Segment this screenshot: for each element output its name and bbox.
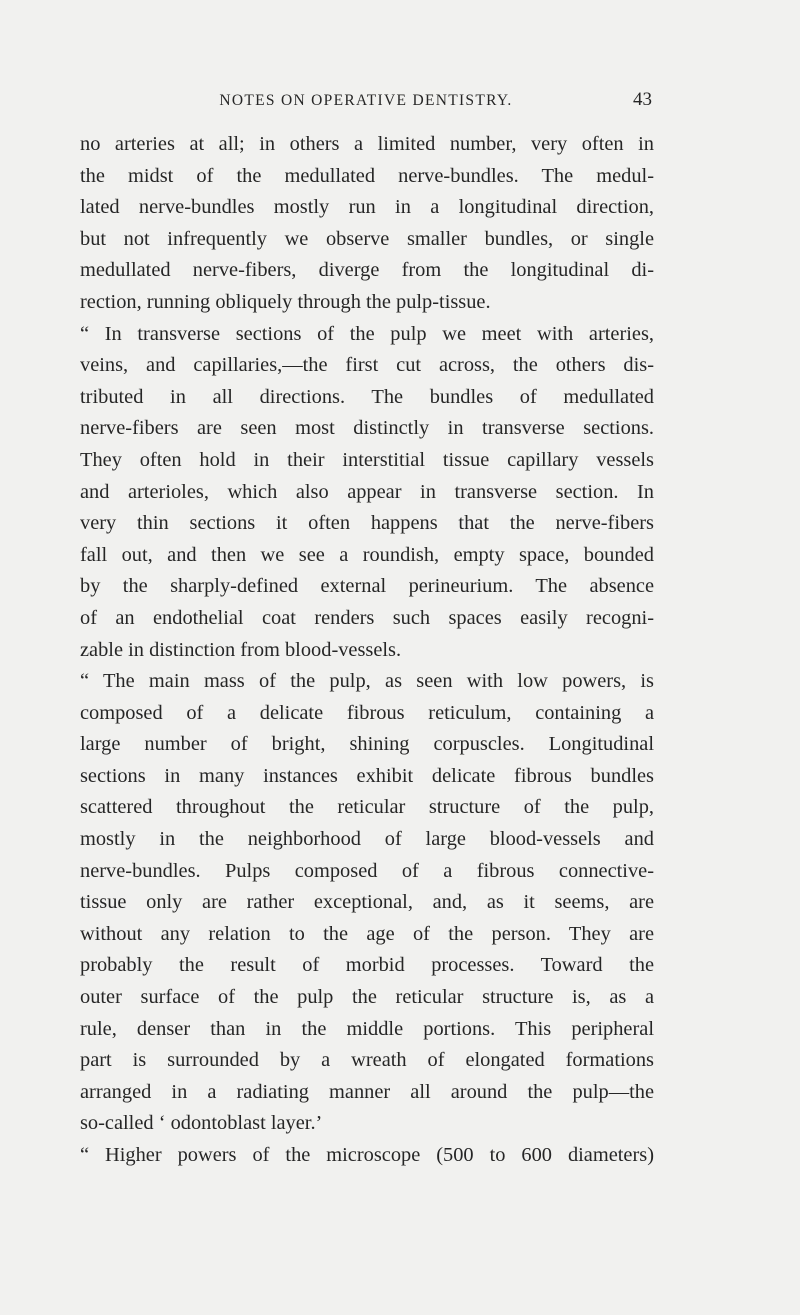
text-line: but not infrequently we observe smaller bundles, or single <box>80 227 654 250</box>
text-line: “ The main mass of the pulp, as seen with low powers, is <box>80 670 654 693</box>
text-line: veins, and capillaries,—the first cut across, the others dis- <box>80 354 654 377</box>
text-line: tributed in all directions. The bundles of medullated <box>80 385 654 408</box>
text-line: the midst of the medullated nerve-bundles. The medul- <box>80 164 654 187</box>
text-line: nerve-bundles. Pulps composed of a fibrous connective- <box>80 859 654 882</box>
text-line: tissue only are rather exceptional, and, as it seems, are <box>80 891 654 914</box>
text-line: outer surface of the pulp the reticular structure is, as a <box>80 986 654 1009</box>
text-line: “ In transverse sections of the pulp we meet with arteries, <box>80 322 654 345</box>
text-line: zable in distinction from blood-vessels. <box>80 638 402 661</box>
text-line: so-called ‘ odontoblast layer.’ <box>80 1112 323 1135</box>
text-line: no arteries at all; in others a limited number, very often in <box>80 133 654 155</box>
text-line: They often hold in their interstitial tissue capillary vessels <box>80 448 654 471</box>
text-line: by the sharply-defined external perineurium. The absence <box>80 575 654 598</box>
body-text <box>80 129 654 1172</box>
text-line: part is surrounded by a wreath of elongated formations <box>80 1049 654 1072</box>
running-head-title: NOTES ON OPERATIVE DENTISTRY. <box>219 92 513 109</box>
text-line: composed of a delicate fibrous reticulum, containing a <box>80 701 654 724</box>
text-line: rection, running obliquely through the pulp-tissue. <box>80 290 491 313</box>
text-line: “ Higher powers of the microscope (500 to 600 diameters) <box>80 1144 654 1166</box>
text-line: probably the result of morbid processes. Toward the <box>80 954 654 977</box>
text-line: fall out, and then we see a roundish, empty space, bounded <box>80 543 654 566</box>
page-number: 43 <box>633 89 652 110</box>
text-line: arranged in a radiating manner all around the pulp—the <box>80 1080 654 1103</box>
running-head <box>80 88 652 118</box>
text-line: mostly in the neighborhood of large blood-vessels and <box>80 828 654 851</box>
text-line: very thin sections it often happens that the nerve-fibers <box>80 512 654 535</box>
text-line: rule, denser than in the middle portions. This peripheral <box>80 1017 654 1040</box>
text-line: and arterioles, which also appear in transverse section. In <box>80 480 654 503</box>
text-line: of an endothelial coat renders such spaces easily recogni- <box>80 606 654 629</box>
text-line: medullated nerve-fibers, diverge from the longitudinal di- <box>80 259 654 282</box>
text-line: large number of bright, shining corpuscles. Longitudinal <box>80 733 654 756</box>
text-line: without any relation to the age of the person. They are <box>80 922 654 945</box>
text-line: scattered throughout the reticular structure of the pulp, <box>80 796 654 819</box>
text-line: nerve-fibers are seen most distinctly in transverse sections. <box>80 417 654 440</box>
text-line: sections in many instances exhibit delicate fibrous bundles <box>80 764 654 787</box>
text-line: lated nerve-bundles mostly run in a longitudinal direction, <box>80 196 654 219</box>
